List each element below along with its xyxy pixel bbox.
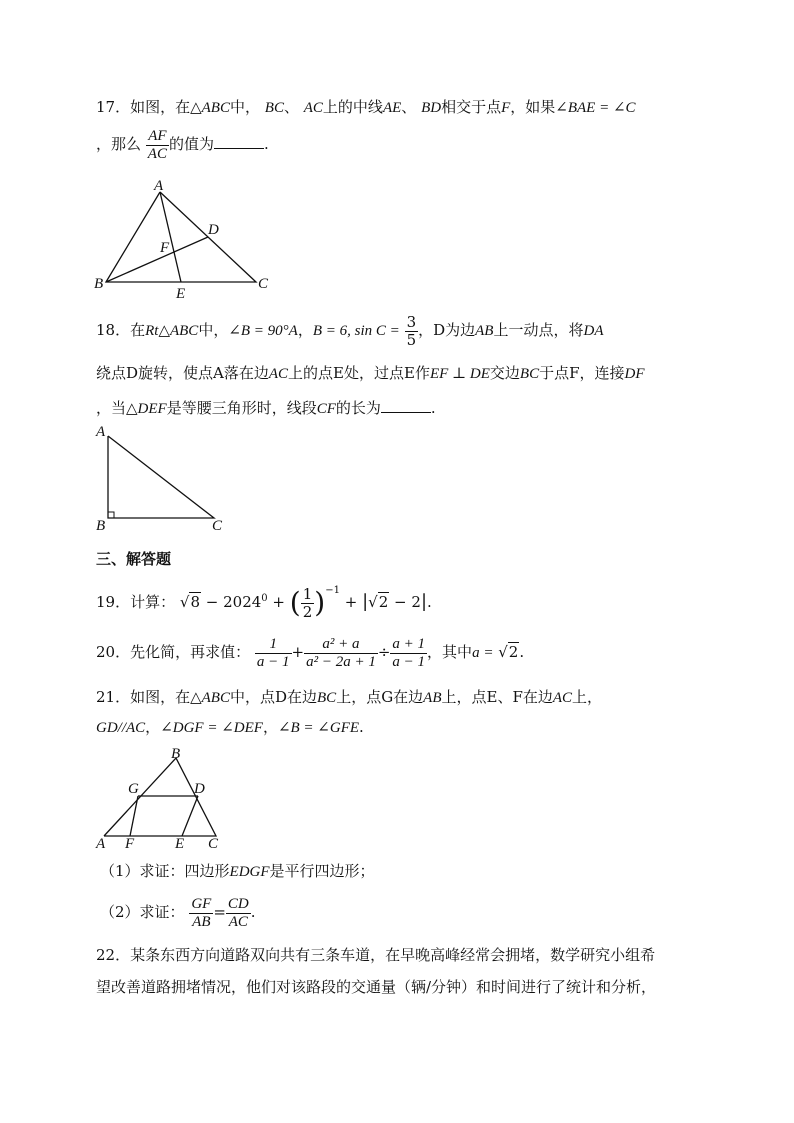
q18-figure <box>90 422 240 534</box>
label-a: A <box>154 178 164 194</box>
section-heading: 三、解答题 <box>96 550 172 568</box>
q21-part2: （2）求证： $\frac{GF}{AB}$ = $\frac{CD}{AC}$ . <box>100 896 256 930</box>
label-b: B <box>171 746 181 762</box>
half-fraction: $\frac{1}{2}$ <box>302 585 313 621</box>
sqrt-2: √2 <box>498 643 519 661</box>
label-b: B <box>94 276 104 292</box>
q22-line2: 望改善道路拥堵情况，他们对该路段的交通量（辆/分钟）和时间进行了统计和分析， <box>96 978 657 996</box>
fraction-gf-ab: $\frac{GF}{AB}$ <box>191 896 212 930</box>
fraction-3: $\frac{a + 1}{a - 1}$ <box>392 636 426 670</box>
right-angle-mark <box>108 512 114 518</box>
right-triangle-abc <box>108 436 214 518</box>
label-d: D <box>194 781 205 797</box>
answer-blank <box>381 398 431 413</box>
q18-line2: 绕点D旋转，使点A落在边AC上的点E处，过点E作EF ⊥ DE交边BC于点F，连接DF <box>96 364 645 382</box>
triangle-abc <box>106 192 256 282</box>
sqrt-8: √8 <box>179 593 200 611</box>
q18-line3: ，当△DEF是等腰三角形时，线段CF的长为 . <box>96 399 436 417</box>
label-f: F <box>160 240 170 256</box>
median-bd <box>106 237 208 282</box>
fraction-cd-ac: $\frac{CD}{AC}$ <box>227 896 249 930</box>
triangle-abc <box>104 758 216 836</box>
q19-line: 19．计算： $√8 - 2024^0$ + ( $\frac{1}{2}$ )$^{-1}$ + |√2 − 2|. <box>96 585 432 621</box>
label-d: D <box>208 222 219 238</box>
label-c: C <box>212 518 223 534</box>
label-g: G <box>128 781 139 797</box>
segment-gf <box>130 796 138 836</box>
fraction-2: $\frac{\text{a² + a}}{\text{a² − 2a + 1}}$ <box>306 636 376 670</box>
label-a: A <box>96 836 106 850</box>
label-e: E <box>175 836 185 850</box>
q21-line2: GD//AC，∠DGF = ∠DEF，∠B = ∠GFE. <box>96 718 364 736</box>
sqrt-2: √2 <box>368 593 389 611</box>
label-c: C <box>258 276 269 292</box>
q21-figure <box>92 744 232 850</box>
segment-de <box>182 796 198 836</box>
label-e: E <box>176 286 186 300</box>
q21-part1: （1）求证：四边形EDGF是平行四边形； <box>100 862 375 880</box>
q18-line1: 18．在Rt△ABC中，∠B = 90°A，B = 6, sin C = $\frac{3}{5}$ ，D为边AB上一动点，将DA <box>96 313 604 349</box>
q21-line1: 21．如图，在△ABC中，点D在边BC上，点G在边AB上，点E、F在边AC上， <box>96 688 603 706</box>
label-b: B <box>96 518 106 534</box>
q17-fraction: $\frac{AF}{AC}$ <box>147 128 167 162</box>
median-ae <box>160 192 181 282</box>
q17-figure <box>90 176 280 300</box>
q20-line: 20．先化简，再求值： $\frac{1}{a - 1}$ + $\frac{\text{a² + a}}{\text{a² − 2a + 1}}$ ÷ $\frac{a + 1}{a - 1}$ ，其中a = √2. <box>96 636 525 670</box>
label-a: A <box>96 424 106 440</box>
q17-line2: ，那么 $\frac{AF}{AC}$ 的值为 . <box>96 128 269 162</box>
q18-fraction: $\frac{3}{5}$ <box>406 313 417 349</box>
label-c: C <box>208 836 219 850</box>
fraction-1: $\frac{1}{a - 1}$ <box>256 636 290 670</box>
label-f: F <box>125 836 135 850</box>
answer-blank <box>214 134 264 149</box>
q22-line1: 22．某条东西方向道路双向共有三条车道，在早晚高峰经常会拥堵，数学研究小组希 <box>96 946 656 964</box>
q17-line1: 17．如图，在△ABC中， BC、 AC上的中线AE、 BD相交于点F，如果∠BAE = ∠C <box>96 98 636 116</box>
